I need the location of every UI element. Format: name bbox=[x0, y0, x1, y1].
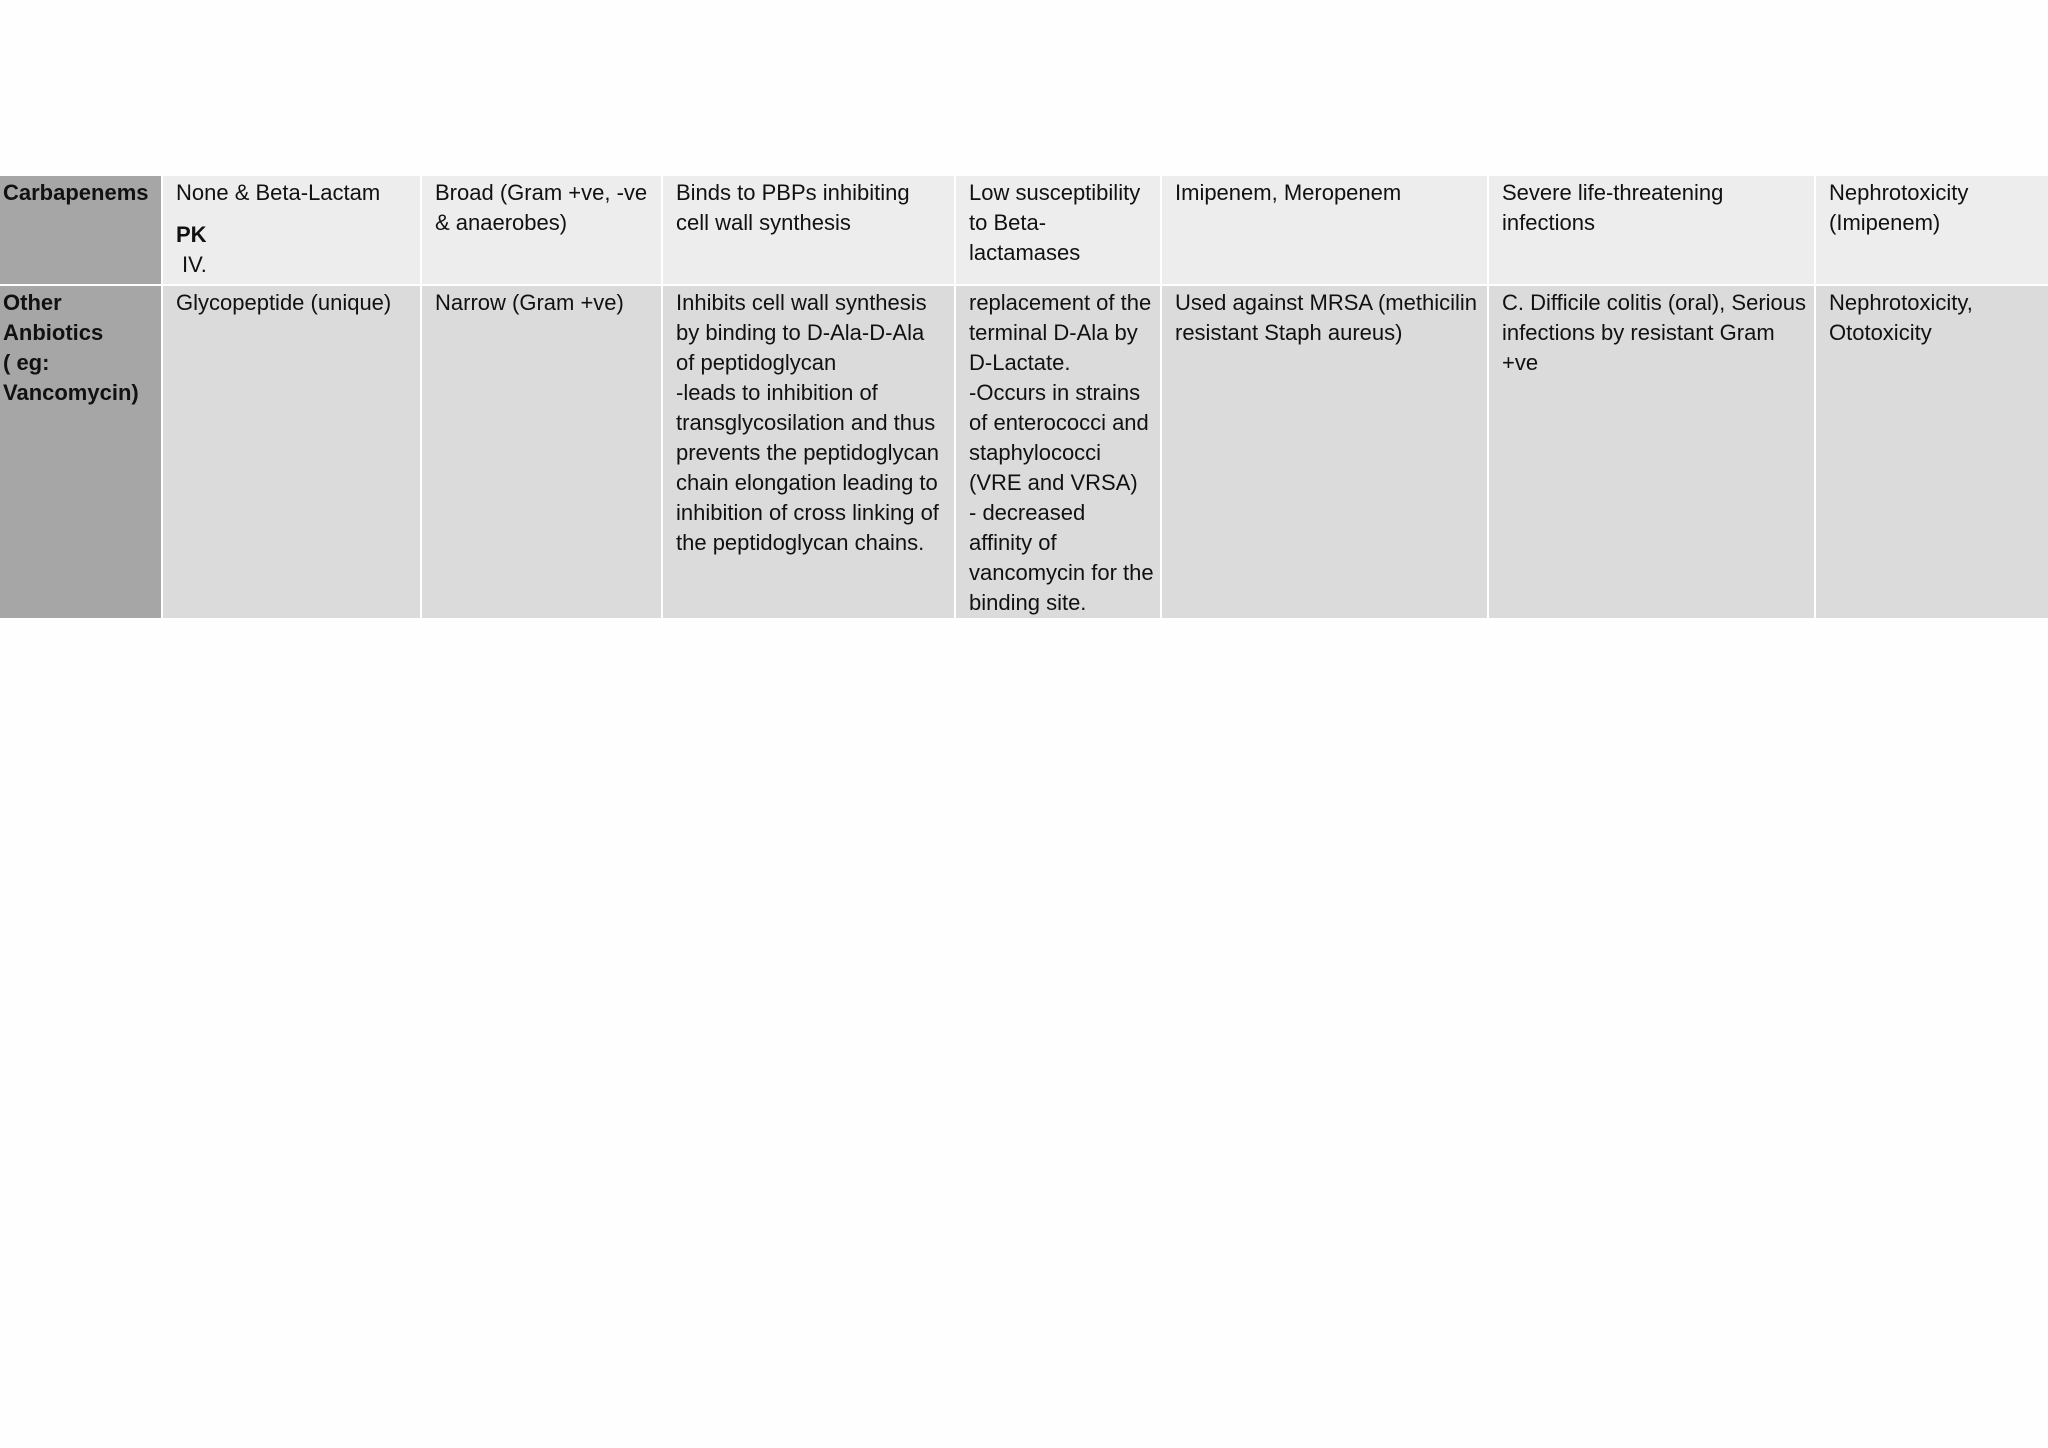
pk-label: PK bbox=[176, 222, 207, 247]
adverse-effects-cell: Nephrotoxicity, Ototoxicity bbox=[1815, 285, 2048, 619]
spectrum-cell: Narrow (Gram +ve) bbox=[421, 285, 662, 619]
examples-cell: Imipenem, Meropenem bbox=[1161, 176, 1488, 285]
structure-text: None & Beta-Lactam bbox=[176, 180, 381, 205]
uses-cell: Severe life-threatening infections bbox=[1488, 176, 1815, 285]
structure-cell: Glycopeptide (unique) bbox=[162, 285, 421, 619]
antibiotics-table bbox=[0, 176, 2048, 620]
resistance-cell: Low susceptibility to Beta-lactamases bbox=[955, 176, 1161, 285]
mechanism-cell: Binds to PBPs inhibiting cell wall synthesis bbox=[662, 176, 955, 285]
pk-value: IV. bbox=[182, 252, 207, 277]
table-row bbox=[0, 176, 2048, 285]
mechanism-cell: Inhibits cell wall synthesis by binding to D-Ala-D-Ala of peptidoglycan -leads to inhibition of transglycosilation and thus prevents the peptidoglycan chain elongation leading to inhibition of cross linking of the peptidoglycan chains. bbox=[662, 285, 955, 619]
examples-cell: Used against MRSA (methicilin resistant Staph aureus) bbox=[1161, 285, 1488, 619]
resistance-cell: replacement of the terminal D-Ala by D-Lactate. -Occurs in strains of enterococci and staphylococci (VRE and VRSA) - decreased affinity of vancomycin for the binding site. bbox=[955, 285, 1161, 619]
structure-cell bbox=[162, 176, 421, 285]
uses-cell: C. Difficile colitis (oral), Serious infections by resistant Gram +ve bbox=[1488, 285, 1815, 619]
drug-class-cell: Carbapenems bbox=[0, 176, 162, 285]
adverse-effects-cell: Nephrotoxicity (Imipenem) bbox=[1815, 176, 2048, 285]
table-row bbox=[0, 285, 2048, 619]
drug-class-cell: Other Anbiotics ( eg: Vancomycin) bbox=[0, 285, 162, 619]
spectrum-cell: Broad (Gram +ve, -ve & anaerobes) bbox=[421, 176, 662, 285]
